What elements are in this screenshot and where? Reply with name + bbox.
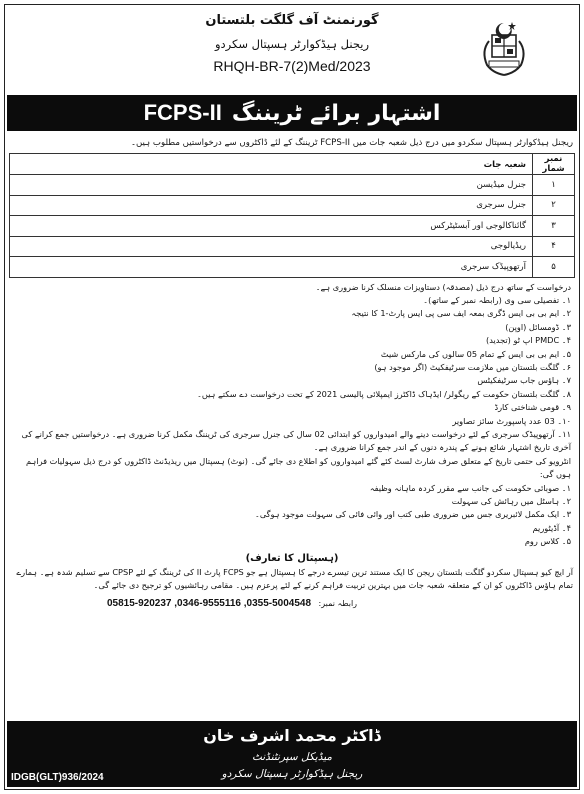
requirement-item: ۷۔ ہاؤس جاب سرٹیفکیٹس xyxy=(477,375,571,386)
requirement-item: انٹرویو کی حتمی تاریخ کے متعلق صرف شارٹ لسٹ کئے گئے امیدواروں کو اطلاع دی جائے گی۔ (نوٹ) ہسپتال میں ریذیڈنٹ ڈاکٹروں کو درج ذیل سہولیات فراہم ہوں گی: xyxy=(26,455,571,480)
footer xyxy=(7,721,577,787)
title-banner xyxy=(7,95,577,131)
ad-code: IDGB(GLT)936/2024 xyxy=(11,772,104,783)
row-department: گائناکالوجی اور آبسٹیٹرکس xyxy=(10,216,533,237)
table-header-row xyxy=(10,154,575,175)
header xyxy=(5,5,579,95)
requirement-item: ۱۰۔ 03 عدد پاسپورٹ سائز تصاویر xyxy=(452,415,571,426)
requirement-item: ۳۔ ڈومسائل (اوپن) xyxy=(505,321,571,332)
state-emblem-icon xyxy=(475,19,533,79)
signatory-designation: میڈیکل سپرنٹنڈنٹ xyxy=(251,751,333,763)
facility-item: ۴۔ آڈیٹوریم xyxy=(532,522,571,533)
row-number: ۵ xyxy=(533,257,575,278)
requirement-item: ۱۔ تفصیلی سی وی (رابطہ نمبر کے ساتھ)۔ xyxy=(423,294,571,305)
requirement-item: ۴۔ PMDC اپ ٹو (تجدید) xyxy=(486,335,571,346)
reference-number: RHQH-BR-7(2)Med/2023 xyxy=(213,58,371,74)
table-row xyxy=(10,257,575,278)
about-heading: (ہسپتال کا تعارف) xyxy=(245,552,339,564)
row-number: ۲ xyxy=(533,195,575,216)
hospital-title: ریجنل ہیڈکوارٹر ہسپتال سکردو xyxy=(214,37,370,51)
contact-label: رابطہ نمبر: xyxy=(318,599,358,609)
row-department: جنرل سرجری xyxy=(10,195,533,216)
banner-latin-title: FCPS-II xyxy=(143,100,222,125)
row-department: جنرل میڈیسن xyxy=(10,175,533,196)
signatory-block xyxy=(7,749,577,787)
requirements-list xyxy=(5,278,579,549)
table-row xyxy=(10,216,575,237)
requirement-item: ۲۔ ایم بی بی ایس ڈگری بمعہ ایف سی پی ایس پارٹ-1 کا نتیجہ xyxy=(351,308,571,319)
advertisement-page xyxy=(4,4,580,790)
requirement-item: ۸۔ گلگت بلتستان حکومت کے ریگولر/ ایڈہاک ڈاکٹرز ایمپلائی پالیسی 2021 کے تحت درخواست دے سکتے ہیں۔ xyxy=(197,388,571,399)
table-header-number: نمبر شمار xyxy=(533,154,575,175)
requirement-item: درخواست کے ساتھ درج ذیل (مصدقہ) دستاویزات منسلک کرنا ضروری ہے۔ xyxy=(315,281,571,292)
signatory-hospital: ریجنل ہیڈکوارٹر ہسپتال سکردو xyxy=(221,768,363,780)
table-row xyxy=(10,175,575,196)
facility-item: ۵۔ کلاس روم xyxy=(524,536,571,547)
contact-line xyxy=(5,598,579,609)
government-title: گورنمنٹ آف گلگت بلتستان xyxy=(205,13,379,28)
facility-item: ۱۔ صوبائی حکومت کی جانب سے مقرر کردہ ماہانہ وظیفہ xyxy=(369,482,571,493)
intro-text: ریجنل ہیڈکوارٹر ہسپتال سکردو میں درج ذیل شعبہ جات میں FCPS-II ٹریننگ کے لئے ڈاکٹروں سے درخواستیں مطلوب ہیں۔ xyxy=(130,138,573,148)
requirement-item: ۹۔ قومی شناختی کارڈ xyxy=(494,402,571,413)
signatory-name: ڈاکٹر محمد اشرف خان xyxy=(7,721,577,749)
requirement-item: ۱۱۔ آرتھوپیڈک سرجری کے لئے درخواست دینے والے امیدواروں کو ابتدائی 02 سال کی جنرل سرجری کی ٹریننگ مکمل کرنا ضروری ہے۔ درخواستیں جمع کرانے کی آخری تاریخ اشتہار شائع ہونے کے پندرہ دنوں کے اندر جمع کرانا ضروری ہے۔ xyxy=(21,428,571,453)
row-department: آرتھوپیڈک سرجری xyxy=(10,257,533,278)
row-number: ۳ xyxy=(533,216,575,237)
row-number: ۱ xyxy=(533,175,575,196)
requirement-item: ۶۔ گلگت بلتستان میں ملازمت سرٹیفکیٹ (اگر موجود ہو) xyxy=(374,361,571,372)
about-text: آر ایچ کیو ہسپتال سکردو گلگت بلتستان ریجن کا ایک مستند ترین تیسرے درجے کا ہسپتال ہے جو FCPS پارٹ II کی ٹریننگ کے لئے CPSP سے تسلیم شدہ ہے۔ ہمارے تمام ہاؤس ڈاکٹروں کو ان کے متعلقہ شعبہ جات میں بہترین تربیت فراہم کرنے کے لئے پرعزم ہیں۔ مقامی رہائشیوں کو ترجیح دی جائے گی۔ xyxy=(16,566,573,591)
table-header-department: شعبہ جات xyxy=(10,154,533,175)
contact-numbers: 05815-920237 ,0346-9555116 ,0355-5004548 xyxy=(106,598,312,610)
banner-urdu-title: اشتہار برائے ٹریننگ xyxy=(231,100,441,126)
table-row xyxy=(10,236,575,257)
facility-item: ۲۔ ہاسٹل میں رہائش کی سہولت xyxy=(451,496,571,506)
requirement-item: ۵۔ ایم بی بی ایس کے تمام 05 سالوں کی مارکس شیٹ xyxy=(380,348,571,359)
row-number: ۴ xyxy=(533,236,575,257)
row-department: ریڈیالوجی xyxy=(10,236,533,257)
table-row xyxy=(10,195,575,216)
departments-table xyxy=(9,153,575,278)
facility-item: ۳۔ ایک مکمل لائبریری جس میں ضروری طبی کتب اور وائی فائی کی سہولت موجود ہوگی۔ xyxy=(255,509,571,520)
